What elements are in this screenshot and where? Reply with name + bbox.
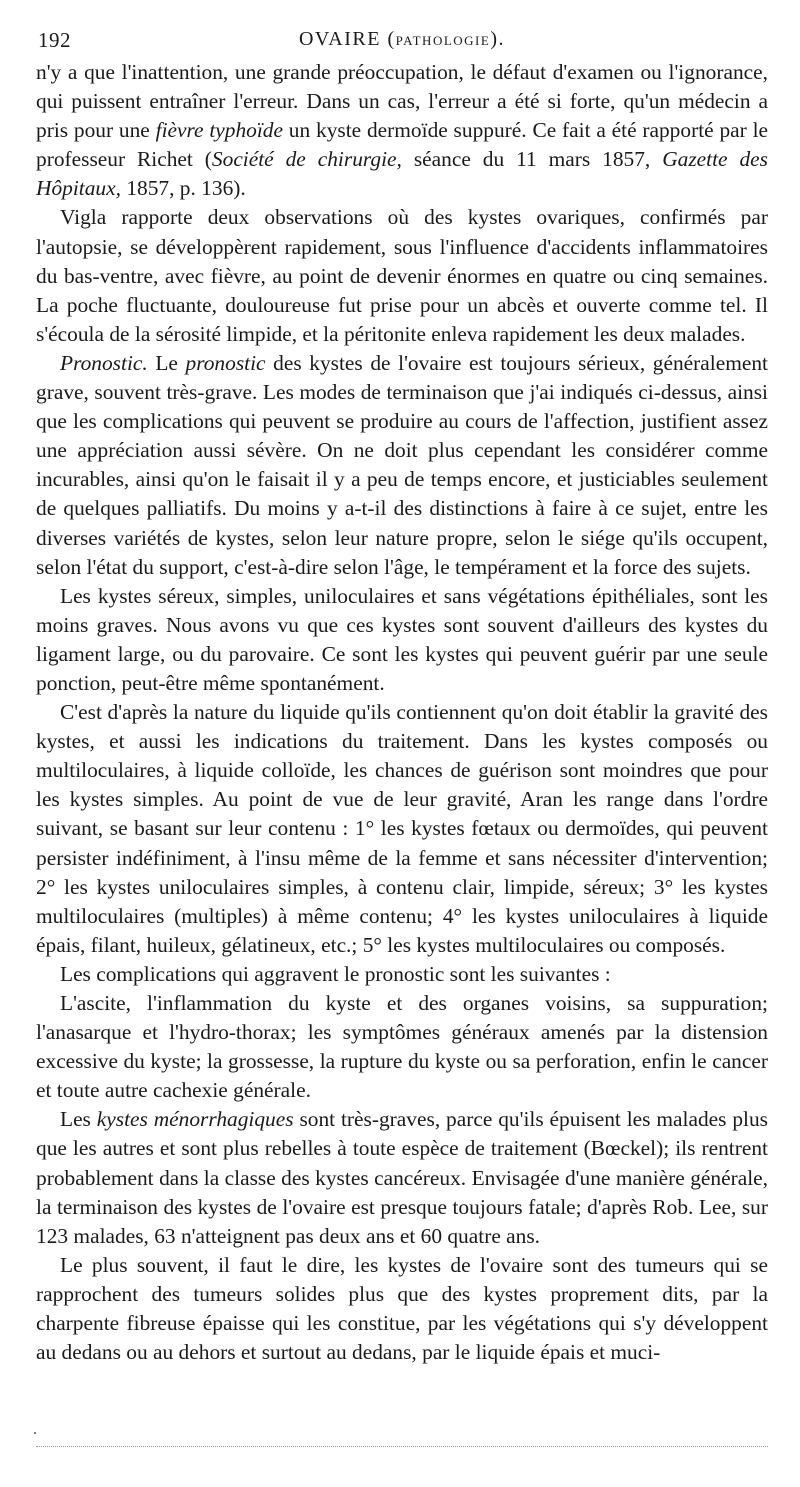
paragraph bbox=[36, 203, 768, 348]
paragraph bbox=[36, 989, 768, 1105]
italic-run: kystes ménorrhagiques bbox=[96, 1107, 294, 1132]
running-title-main: OVAIRE bbox=[298, 28, 381, 50]
text-run: Vigla rapporte deux observations où des kystes ovariques, confirmés par l'autopsie, se développèrent rapidement, sous l'influence d'accidents inflammatoires du bas-ventre, avec fièvre, au point de devenir énormes en quatre ou cinq semaines. La poche fluctuante, douloureuse fut prise pour un abcès et ouverte comme tel. Il s'écoula de la sérosité limpide, et la péritonite enleva rapidement les deux malades. bbox=[36, 205, 768, 346]
paragraph-pronostic bbox=[36, 349, 768, 582]
paragraph-continued bbox=[36, 58, 768, 203]
paragraph bbox=[36, 1251, 768, 1367]
italic-run: pronostic bbox=[185, 350, 266, 375]
text-run: des kystes de l'ovaire est toujours sérieux, généralement grave, souvent très-grave. Les modes de terminaison que j'ai indiqués ci-dessus, ainsi que les complications qui peuvent se produire au cours de l'affection, justifient assez une appréciation aussi sévère. On ne doit plus cependant les considérer comme incurables, ainsi qu'on le faisait il y a peu de temps encore, et justiciables seulement de quelques palliatifs. Du moins y a-t-il des distinctions à faire à ce sujet, entre les diverses variétés de kystes, selon leur nature propre, selon le siége qu'ils occupent, selon l'état du support, c'est-à-dire selon l'âge, le tempérament et la force des sujets. bbox=[36, 350, 768, 579]
text-run: Les kystes séreux, simples, uniloculaires et sans végétations épithéliales, sont les moins graves. Nous avons vu que ces kystes sont souvent d'ailleurs des kystes du ligament large, ou du parovaire. Ce sont les kystes qui peuvent guérir par une seule ponction, peut-être même spontanément. bbox=[36, 583, 768, 695]
text-run: Le plus souvent, il faut le dire, les kystes de l'ovaire sont des tumeurs qui se rapprochent des tumeurs solides plus que des kystes proprement dits, par la charpente fibreuse épaisse qui les constitue, par les végétations qui s'y développent au dedans ou au dehors et surtout au dedans, par le liquide épais et muci- bbox=[36, 1252, 768, 1365]
paragraph bbox=[36, 960, 768, 989]
body-text bbox=[36, 58, 768, 1367]
paragraph bbox=[36, 582, 768, 698]
scan-speck bbox=[34, 1432, 36, 1434]
running-title-subtitle: PATHOLOGIE bbox=[395, 33, 491, 48]
running-title-close: ). bbox=[490, 28, 505, 50]
text-run: 1857, p. 136). bbox=[120, 176, 246, 201]
paragraph bbox=[36, 698, 768, 960]
text-run: L'ascite, l'inflammation du kyste et des organes voisins, sa suppuration; l'anasarque et l'hydro-thorax; les symptômes généraux amenés par la distension excessive du kyste; la grossesse, la rupture du kyste ou sa perforation, enfin le cancer et toute autre cachexie générale. bbox=[36, 991, 768, 1103]
text-run: n'y a que l'inattention, une grande préoccupation, le défaut d'examen ou l'ignorance, qui puissent entraîner l'erreur. Dans un cas, l'erreur a été si forte, qu'un médecin a pris pour une bbox=[36, 60, 768, 143]
italic-run: Gazette des Hôpitaux, bbox=[36, 147, 768, 201]
text-run: séance du 11 mars 1857, bbox=[401, 147, 663, 172]
italic-run: Société de chirurgie, bbox=[211, 147, 402, 172]
text-run: Les complications qui aggravent le pronostic sont les suivantes : bbox=[60, 961, 611, 986]
text-run: C'est d'après la nature du liquide qu'ils contiennent qu'on doit établir la gravité des kystes, et aussi les indications du traitement. Dans les kystes composés ou multiloculaires, à liquide colloïde, les chances de guérison sont moindres que pour les kystes simples. Au point de vue de leur gravité, Aran les range dans l'ordre suivant, se basant sur leur contenu : 1° les kystes fœtaux ou dermoïdes, qui peuvent persister indéfiniment, à l'insu même de la femme et sans nécessiter d'intervention; 2° les kystes uniloculaires simples, à contenu clair, limpide, séreux; 3° les kystes multiloculaires (multiples) à même contenu; 4° les kystes uniloculaires à liquide épais, filant, huileux, gélatineux, etc.; 5° les kystes multiloculaires ou composés. bbox=[36, 700, 768, 957]
page-bottom-rule bbox=[36, 1446, 768, 1447]
running-header bbox=[36, 22, 768, 58]
paragraph bbox=[36, 1105, 768, 1250]
book-page bbox=[36, 22, 768, 1367]
text-run: Les bbox=[60, 1107, 97, 1132]
text-run: un kyste dermoïde suppuré. Ce fait a été rapporté par le professeur Richet ( bbox=[36, 118, 769, 172]
text-run: sont très-graves, parce qu'ils épuisent les malades plus que les autres et sont plus rebelles à toute espèce de traitement (Bœckel); ils rentrent probablement dans la classe des kystes cancéreux. Envisagée d'une manière générale, la terminaison des kystes de l'ovaire est presque toujours fatale; d'après Rob. Lee, sur 123 malades, 63 n'atteignent pas deux ans et 60 quatre ans. bbox=[36, 1107, 768, 1248]
italic-run: fièvre typhoïde bbox=[155, 118, 283, 143]
running-title bbox=[36, 28, 768, 51]
section-heading: Pronostic. bbox=[60, 350, 148, 375]
page-number: 192 bbox=[38, 28, 71, 52]
text-run: Le bbox=[147, 350, 186, 375]
running-title-open: ( bbox=[380, 28, 396, 50]
